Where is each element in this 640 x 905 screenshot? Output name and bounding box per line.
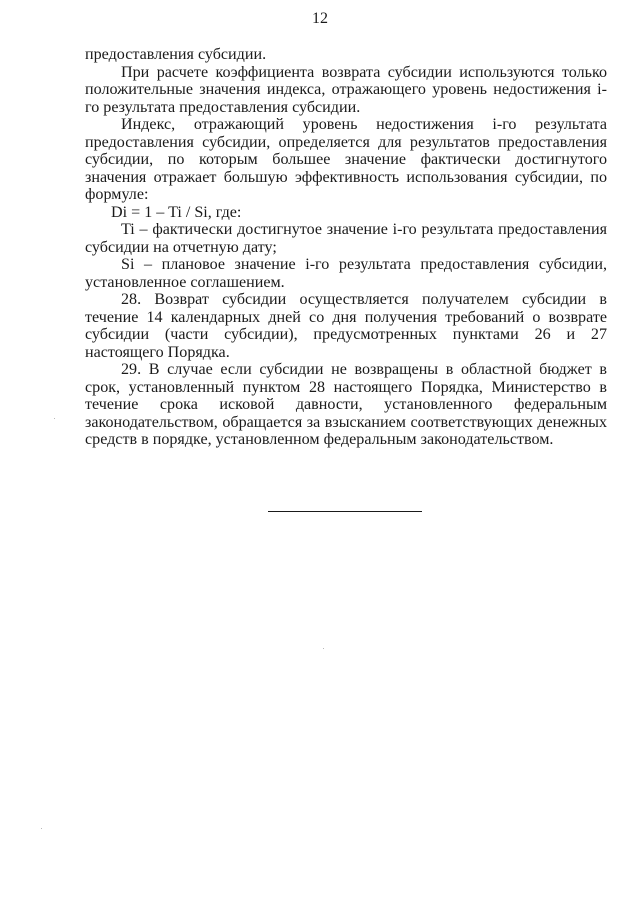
definition-si: Si – плановое значение i-го результата предоставления субсидии, установленное соглашением.: [85, 256, 607, 291]
page-number: 12: [312, 10, 328, 27]
scan-speck: [323, 648, 324, 649]
paragraph-item-28: 28. Возврат субсидии осуществляется получателем субсидии в течение 14 календарных дней со дня получения требований о возврате субсидии (части субсидии), предусмотренных пунктами 26 и 27 настоящего Порядка.: [85, 291, 607, 361]
definition-ti: Ti – фактически достигнутое значение i-го результата предоставления субсидии на отчетную дату;: [85, 221, 607, 256]
document-body: [85, 46, 607, 449]
formula: Di = 1 – Ti / Si, где:: [111, 203, 242, 221]
paragraph-item-29: 29. В случае если субсидии не возвращены в областной бюджет в срок, установленный пунктом 28 настоящего Порядка, Министерство в течение срока исковой давности, установленного федеральным законодательством, обращается за взысканием соответствующих денежных средств в порядке, установленном федеральным законодательством.: [85, 361, 607, 448]
scan-speck: [41, 828, 42, 829]
paragraph-index-definition: Индекс, отражающий уровень недостижения i-го результата предоставления субсидии, определяется для результатов предоставления субсидии, по которым большее значение фактически достигнутого значения отражает большую эффективность использования субсидии, по формуле:: [85, 116, 607, 203]
end-divider-line: [268, 511, 422, 512]
paragraph-continuation: предоставления субсидии.: [85, 46, 267, 63]
scan-speck: [54, 418, 55, 419]
paragraph-coefficient: При расчете коэффициента возврата субсидии используются только положительные значения индекса, отражающего уровень недостижения i-го результата предоставления субсидии.: [85, 63, 607, 116]
